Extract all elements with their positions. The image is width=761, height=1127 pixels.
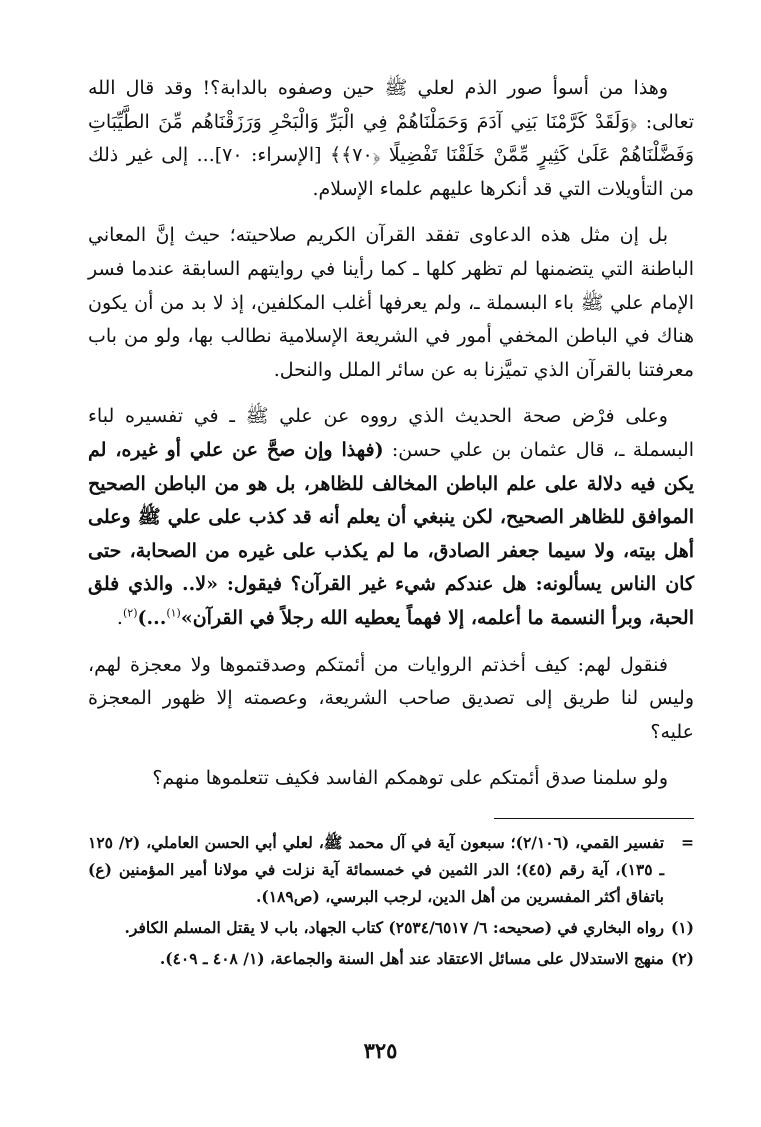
footnote-text: تفسير القمي، (٢/١٠٦)؛ سبعون آية في آل محمد ﷺ، لعلي أبي الحسن العاملي، (٢/ ١٢٥ ـ ١٣٥)، آية رقم (٤٥)؛ الدر الثمين في خمسمائة آية نزلت في مولانا أمير المؤمنين (ع) باتفاق أكثر المفسرين من أهل الدين، لرجب البرسي، (ص١٨٩). <box>88 832 665 906</box>
paragraph-5: ولو سلمنا صدق أئمتكم على توهمكم الفاسد فكيف تتعلموها منهم؟ <box>152 767 668 790</box>
quoted-passage-end: ...) <box>137 606 167 629</box>
footnote-2 <box>88 945 694 972</box>
paragraph-4: فنقول لهم: كيف أخذتم الروايات من أئمتكم وصدقتموها ولا معجزة لهم، وليس لنا طريق إلى تصديق صاحب الشريعة، وعصمته إلا ظهور المعجزة عليه؟ <box>88 653 694 743</box>
paragraph-1 <box>88 72 694 206</box>
paragraph-3-intro: وعلى فرْض صحة الحديث الذي رووه عن علي ﷺ ـ في تفسيره لباء البسملة ـ، قال عثمان بن علي حسن: <box>88 405 694 461</box>
quran-verse: ﴿وَلَقَدْ كَرَّمْنَا بَنِي آدَمَ وَحَمَلْنَاهُمْ فِي الْبَرِّ وَالْبَحْرِ وَرَزَقْنَاهُم مِّنَ الطَّيِّبَاتِ وَفَضَّلْنَاهُمْ عَلَىٰ كَثِيرٍ مِّمَّنْ خَلَقْنَا تَفْضِيلًا ﴿٧٠﴾﴾ <box>88 110 694 167</box>
footnote-ref-2: (٢) <box>122 606 138 620</box>
footnote-marker: (٢) <box>670 948 694 968</box>
quoted-passage: (فهذا وإن صحَّ عن علي أو غيره، لم يكن فيه دلالة على علم الباطن المخالف للظاهر، بل هو من الباطن الصحيح الموافق للظاهر الصحيح، لكن ينبغي أن يعلم أنه قد كذب على علي ﷺ وعلى أهل بيته، ولا سيما جعفر الصادق، ما لم يكذب على غيره من الصحابة، حتى كان الناس يسألونه: هل عندكم شيء غير القرآن؟ فيقول: «لا.. والذي فلق الحبة، وبرأ النسمة ما أعلمه، إلا فهماً يعطيه الله رجلاً في القرآن» <box>88 438 694 629</box>
paragraph-1-text: وهذا من أسوأ صور الذم لعلي ﷺ حين وصفوه بالدابة؟! وقد قال الله تعالى: <box>88 77 695 133</box>
page-number: ٣٢٥ <box>363 1038 398 1063</box>
paragraph-3 <box>88 400 694 635</box>
footnote-1 <box>88 914 694 941</box>
page-body <box>88 72 694 976</box>
footnote-continued <box>88 829 694 910</box>
footnote-text: منهج الاستدلال على مسائل الاعتقاد عند أهل السنة والجماعة، (١/ ٤٠٨ ـ ٤٠٩). <box>159 948 664 968</box>
footnote-marker: (١) <box>670 917 694 937</box>
paragraph-2: بل إن مثل هذه الدعاوى تفقد القرآن الكريم صلاحيته؛ حيث إنَّ المعاني الباطنة التي يتضمنها لم تظهر كلها ـ كما رأينا في روايتهم السابقة عندما فسر الإمام علي ﷺ باء البسملة ـ، ولم يعرفها أغلب المكلفين، إذ لا بد من أن يكون هناك في الباطن المخفي أمور في الشريعة الإسلامية نطالب بها، ولو من باب معرفتنا بالقرآن الذي تميَّزنا به عن سائر الملل والنحل. <box>88 224 694 381</box>
footnote-marker: = <box>681 832 694 852</box>
footnote-text: رواه البخاري في (صحيحه: ٦/ ٢٥٣٤/٦٥١٧) كتاب الجهاد، باب لا يقتل المسلم الكافر. <box>124 917 664 937</box>
paragraph-3-end: . <box>116 606 123 629</box>
paragraph-1-continuation: [الإسراء: ٧٠]... إلى غير ذلك من التأويلات التي قد أنكرها عليهم علماء الإسلام. <box>88 144 694 200</box>
footnote-ref-1: (١) <box>166 606 181 620</box>
footnote-divider <box>494 818 694 819</box>
